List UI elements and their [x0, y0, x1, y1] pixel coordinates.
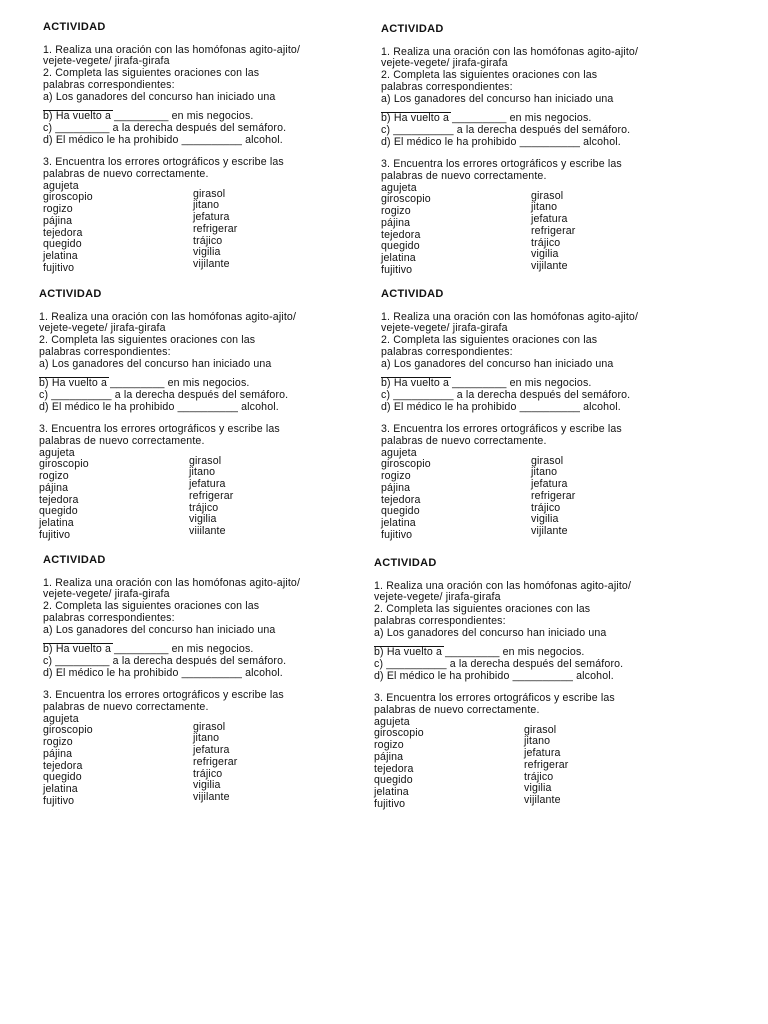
- word-column-right: [193, 722, 237, 804]
- word-item: jitano: [189, 466, 216, 479]
- word-item: trájico: [193, 767, 223, 780]
- question-line: palabras correspondientes:: [381, 80, 513, 93]
- word-item: giroscopio: [374, 727, 424, 740]
- word-item: girasol: [531, 189, 564, 202]
- word-item: quegido: [39, 505, 78, 518]
- question-line: palabras correspondientes:: [374, 614, 506, 627]
- question-line: a) Los ganadores del concurso han iniciado una: [381, 92, 614, 105]
- word-item: fujitivo: [374, 797, 406, 810]
- word-item: tejedora: [39, 493, 79, 506]
- question-line: d) El médico le ha prohibido __________ alcohol.: [374, 669, 614, 682]
- question-line: vejete-vegete/ jirafa-girafa: [43, 588, 170, 601]
- word-item: jefatura: [531, 213, 568, 226]
- word-column-right: [531, 456, 575, 538]
- word-item: trájico: [531, 236, 561, 249]
- question-line: d) El médico le ha prohibido __________ alcohol.: [39, 400, 279, 413]
- word-item: vijilante: [531, 524, 568, 537]
- question-line: vejete-vegete/ jirafa-girafa: [381, 57, 508, 70]
- word-item: vijilante: [193, 257, 230, 270]
- word-item: fujitivo: [381, 528, 413, 541]
- activity-block: [43, 22, 343, 277]
- question-line: 3. Encuentra los errores ortográficos y escribe las: [381, 423, 622, 436]
- question-line: b) Ha vuelto a _________ en mis negocios.: [381, 112, 592, 125]
- word-column-left: [381, 183, 431, 277]
- word-item: giroscopio: [39, 458, 89, 471]
- word-item: vigilia: [189, 513, 217, 526]
- word-item: jefatura: [189, 478, 226, 491]
- word-item: tejedora: [43, 226, 83, 239]
- word-item: jefatura: [193, 744, 230, 757]
- question-line: vejete-vegete/ jirafa-girafa: [43, 55, 170, 68]
- question-line: c) _________ a la derecha después del semáforo.: [43, 654, 287, 667]
- word-item: trájico: [531, 501, 561, 514]
- question-line: palabras de nuevo correctamente.: [381, 170, 547, 183]
- word-item: rogizo: [39, 470, 69, 483]
- question-line: a) Los ganadores del concurso han iniciado una: [381, 357, 614, 370]
- word-item: refrigerar: [531, 224, 576, 237]
- word-item: rogizo: [374, 739, 404, 752]
- word-item: pájina: [374, 750, 404, 763]
- word-item: agujeta: [43, 179, 79, 192]
- word-item: jitano: [531, 201, 558, 214]
- word-item: refrigerar: [524, 758, 569, 771]
- word-item: pájina: [381, 481, 411, 494]
- word-item: rogizo: [43, 736, 73, 749]
- question-line: vejete-vegete/ jirafa-girafa: [39, 322, 166, 335]
- word-item: vigilia: [531, 248, 559, 261]
- word-item: refrigerar: [531, 489, 576, 502]
- question-line: vejete-vegete/ jirafa-girafa: [374, 591, 501, 604]
- word-column-left: [43, 181, 93, 275]
- word-item: pájina: [381, 216, 411, 229]
- question-line: 3. Encuentra los errores ortográficos y escribe las: [43, 689, 284, 702]
- word-item: jitano: [193, 732, 220, 745]
- word-list: [39, 448, 339, 544]
- word-item: quegido: [43, 238, 82, 251]
- word-item: giroscopio: [43, 724, 93, 737]
- question-line: b) Ha vuelto a _________ en mis negocios.: [381, 377, 592, 390]
- word-item: rogizo: [381, 205, 411, 218]
- word-item: jelatina: [381, 516, 416, 529]
- question-line: palabras correspondientes:: [43, 611, 175, 624]
- activity-block: [374, 558, 674, 813]
- word-item: giroscopio: [43, 191, 93, 204]
- word-item: tejedora: [381, 493, 421, 506]
- question-line: d) El médico le ha prohibido __________ alcohol.: [381, 135, 621, 148]
- word-list: [43, 714, 343, 810]
- word-item: rogizo: [381, 470, 411, 483]
- word-item: refrigerar: [193, 755, 238, 768]
- question-line: 2. Completa las siguientes oraciones con las: [43, 67, 260, 80]
- word-item: agujeta: [39, 446, 75, 459]
- word-item: vigilia: [531, 513, 559, 526]
- question-line: d) El médico le ha prohibido __________ alcohol.: [381, 400, 621, 413]
- word-item: vigilia: [193, 246, 221, 259]
- question-line: palabras de nuevo correctamente.: [381, 435, 547, 448]
- question-line: c) _________ a la derecha después del semáforo.: [43, 121, 287, 134]
- word-item: jelatina: [39, 516, 74, 529]
- question-line: c) __________ a la derecha después del semáforo.: [39, 388, 289, 401]
- question-line: b) Ha vuelto a _________ en mis negocios.: [43, 643, 254, 656]
- question-line: 2. Completa las siguientes oraciones con las: [381, 334, 598, 347]
- question-line: b) Ha vuelto a _________ en mis negocios.: [39, 377, 250, 390]
- word-item: quegido: [374, 774, 413, 787]
- question-line: b) Ha vuelto a _________ en mis negocios.: [374, 646, 585, 659]
- word-item: agujeta: [381, 181, 417, 194]
- question-line: d) El médico le ha prohibido __________ alcohol.: [43, 133, 283, 146]
- word-item: giroscopio: [381, 193, 431, 206]
- activity-block: [381, 289, 681, 544]
- word-item: trájico: [189, 501, 219, 514]
- word-list: [43, 181, 343, 277]
- question-line: c) __________ a la derecha después del semáforo.: [381, 388, 631, 401]
- word-item: quegido: [43, 771, 82, 784]
- word-item: quegido: [381, 505, 420, 518]
- activity-block: [381, 24, 681, 279]
- word-item: jelatina: [43, 249, 78, 262]
- activity-block: [39, 289, 339, 544]
- question-line: a) Los ganadores del concurso han iniciado una: [374, 626, 607, 639]
- word-item: rogizo: [43, 203, 73, 216]
- word-item: jefatura: [193, 211, 230, 224]
- question-line: 2. Completa las siguientes oraciones con las: [43, 600, 260, 613]
- question-line: c) __________ a la derecha después del semáforo.: [381, 123, 631, 136]
- word-item: trájico: [524, 770, 554, 783]
- question-line: 3. Encuentra los errores ortográficos y escribe las: [43, 156, 284, 169]
- question-line: 3. Encuentra los errores ortográficos y escribe las: [381, 158, 622, 171]
- question-line: 2. Completa las siguientes oraciones con las: [374, 603, 591, 616]
- question-line: palabras correspondientes:: [381, 345, 513, 358]
- activity-title: ACTIVIDAD: [43, 554, 106, 566]
- word-item: vigilia: [193, 779, 221, 792]
- question-line: 1. Realiza una oración con las homófonas agito-ajito/: [39, 310, 297, 323]
- question-line: palabras correspondientes:: [43, 78, 175, 91]
- word-item: tejedora: [381, 228, 421, 241]
- word-item: agujeta: [374, 715, 410, 728]
- word-item: jitano: [531, 466, 558, 479]
- word-item: vigilia: [524, 782, 552, 795]
- word-item: fujitivo: [43, 261, 75, 274]
- question-line: palabras de nuevo correctamente.: [374, 704, 540, 717]
- activity-title: ACTIVIDAD: [381, 288, 444, 300]
- question-line: d) El médico le ha prohibido __________ alcohol.: [43, 666, 283, 679]
- word-item: vijilante: [531, 259, 568, 272]
- question-line: 3. Encuentra los errores ortográficos y escribe las: [39, 423, 280, 436]
- word-list: [381, 448, 681, 544]
- word-item: jitano: [193, 199, 220, 212]
- word-item: girasol: [193, 720, 226, 733]
- word-list: [374, 717, 674, 813]
- word-item: agujeta: [381, 446, 417, 459]
- question-line: 1. Realiza una oración con las homófonas agito-ajito/: [43, 43, 301, 56]
- question-line: a) Los ganadores del concurso han iniciado una: [43, 90, 276, 103]
- question-line: 1. Realiza una oración con las homófonas agito-ajito/: [381, 45, 639, 58]
- word-column-left: [39, 448, 89, 542]
- word-item: quegido: [381, 240, 420, 253]
- word-item: refrigerar: [193, 222, 238, 235]
- word-column-right: [531, 191, 575, 273]
- word-column-right: [189, 456, 233, 538]
- word-list: [381, 183, 681, 279]
- word-item: jitano: [524, 735, 551, 748]
- question-line: palabras de nuevo correctamente.: [43, 168, 209, 181]
- word-item: trájico: [193, 234, 223, 247]
- word-item: viiilante: [189, 524, 226, 537]
- question-line: 3. Encuentra los errores ortográficos y escribe las: [374, 692, 615, 705]
- question-line: 2. Completa las siguientes oraciones con las: [39, 334, 256, 347]
- word-column-left: [374, 717, 424, 811]
- word-item: jelatina: [43, 782, 78, 795]
- activity-title: ACTIVIDAD: [381, 23, 444, 35]
- question-line: a) Los ganadores del concurso han iniciado una: [39, 357, 272, 370]
- word-item: vijilante: [524, 793, 561, 806]
- word-column-left: [43, 714, 93, 808]
- word-item: giroscopio: [381, 458, 431, 471]
- question-line: palabras de nuevo correctamente.: [39, 435, 205, 448]
- word-item: fujitivo: [39, 528, 71, 541]
- question-line: palabras correspondientes:: [39, 345, 171, 358]
- word-item: vijilante: [193, 790, 230, 803]
- word-item: jelatina: [374, 785, 409, 798]
- activity-block: [43, 555, 343, 810]
- activity-title: ACTIVIDAD: [374, 557, 437, 569]
- question-line: 2. Completa las siguientes oraciones con las: [381, 69, 598, 82]
- question-line: 1. Realiza una oración con las homófonas agito-ajito/: [374, 579, 632, 592]
- word-item: refrigerar: [189, 489, 234, 502]
- question-line: 1. Realiza una oración con las homófonas agito-ajito/: [381, 310, 639, 323]
- word-item: pájina: [39, 481, 69, 494]
- question-line: a) Los ganadores del concurso han iniciado una: [43, 623, 276, 636]
- word-item: jefatura: [524, 747, 561, 760]
- question-line: vejete-vegete/ jirafa-girafa: [381, 322, 508, 335]
- word-item: jefatura: [531, 478, 568, 491]
- word-item: fujitivo: [43, 794, 75, 807]
- word-item: jelatina: [381, 251, 416, 264]
- activity-title: ACTIVIDAD: [39, 288, 102, 300]
- question-line: 1. Realiza una oración con las homófonas agito-ajito/: [43, 576, 301, 589]
- activity-title: ACTIVIDAD: [43, 21, 106, 33]
- word-item: girasol: [193, 187, 226, 200]
- word-column-left: [381, 448, 431, 542]
- word-item: tejedora: [374, 762, 414, 775]
- word-item: girasol: [531, 454, 564, 467]
- word-column-right: [193, 189, 237, 271]
- word-item: fujitivo: [381, 263, 413, 276]
- word-item: tejedora: [43, 759, 83, 772]
- word-column-right: [524, 725, 568, 807]
- word-item: girasol: [189, 454, 222, 467]
- word-item: pájina: [43, 747, 73, 760]
- word-item: pájina: [43, 214, 73, 227]
- question-line: c) __________ a la derecha después del semáforo.: [374, 657, 624, 670]
- question-line: palabras de nuevo correctamente.: [43, 701, 209, 714]
- word-item: agujeta: [43, 712, 79, 725]
- question-line: b) Ha vuelto a _________ en mis negocios.: [43, 110, 254, 123]
- word-item: girasol: [524, 723, 557, 736]
